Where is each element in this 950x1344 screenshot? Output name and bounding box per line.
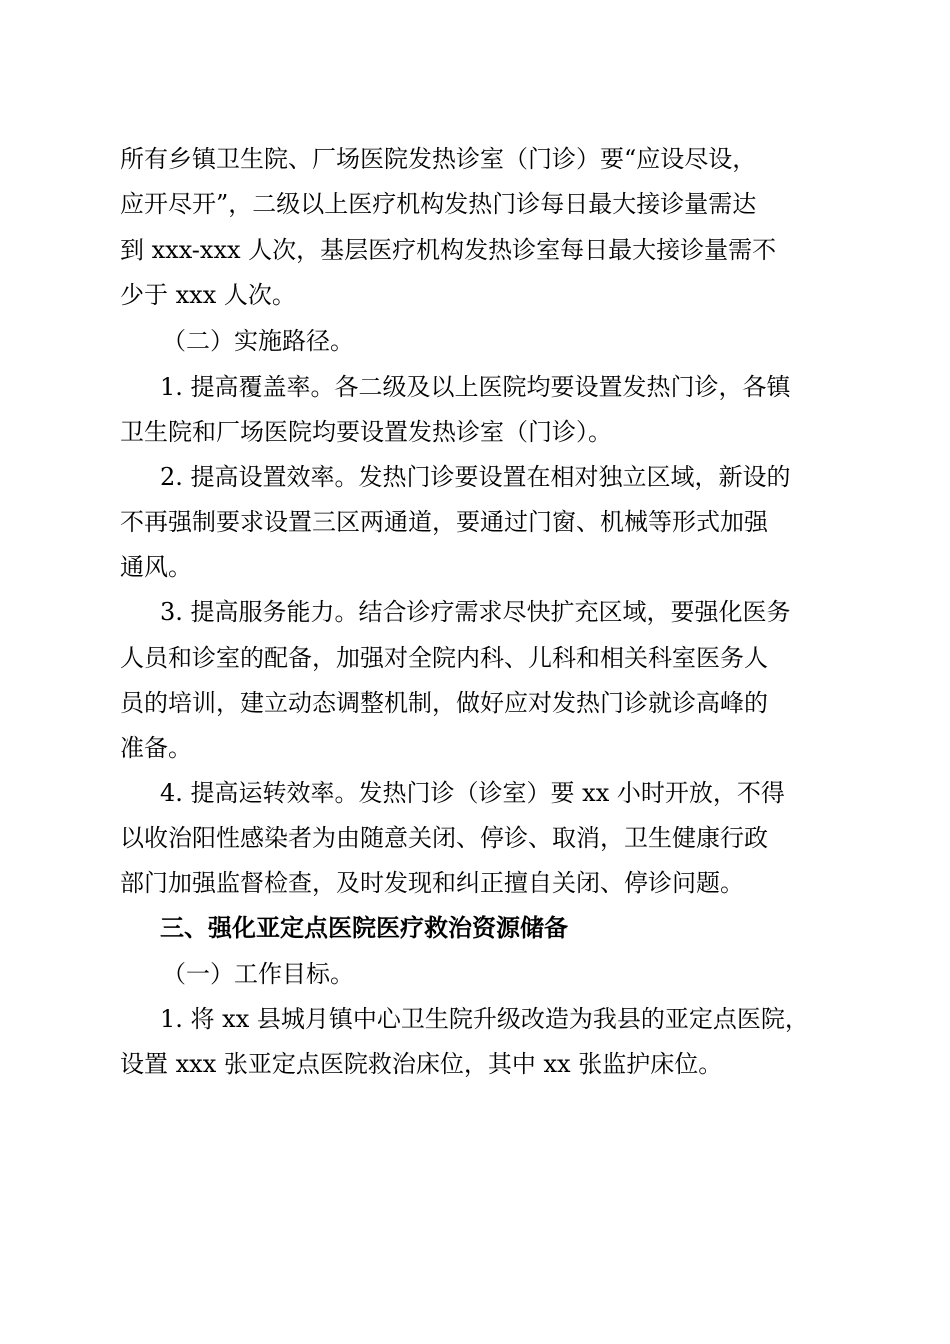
- paragraph-line: 4. 提高运转效率。发热门诊（诊室）要 xx 小时开放，不得: [160, 779, 785, 807]
- paragraph-line: 员的培训，建立动态调整机制，做好应对发热门诊就诊高峰的: [120, 689, 768, 717]
- paragraph-line: 2. 提高设置效率。发热门诊要设置在相对独立区域，新设的: [160, 463, 791, 491]
- section-subheading: （一）工作目标。: [162, 960, 354, 988]
- paragraph-line: 人员和诊室的配备，加强对全院内科、儿科和相关科室医务人: [120, 644, 768, 672]
- section-subheading: （二）实施路径。: [162, 327, 354, 355]
- paragraph-line: 准备。: [120, 734, 192, 762]
- paragraph-line: 到 xxx-xxx 人次，基层医疗机构发热诊室每日最大接诊量需不: [120, 236, 777, 264]
- paragraph-line: 以收治阳性感染者为由随意关闭、停诊、取消，卫生健康行政: [120, 824, 768, 852]
- paragraph-line: 应开尽开”，二级以上医疗机构发热门诊每日最大接诊量需达: [120, 190, 757, 218]
- section-heading: 三、强化亚定点医院医疗救治资源储备: [160, 914, 568, 942]
- paragraph-line: 设置 xxx 张亚定点医院救治床位，其中 xx 张监护床位。: [120, 1050, 723, 1078]
- paragraph-line: 3. 提高服务能力。结合诊疗需求尽快扩充区域，要强化医务: [160, 598, 791, 626]
- paragraph-line: 1. 将 xx 县城月镇中心卫生院升级改造为我县的亚定点医院，: [160, 1005, 809, 1033]
- paragraph-line: 部门加强监督检查，及时发现和纠正擅自关闭、停诊问题。: [120, 869, 744, 897]
- paragraph-line: 不再强制要求设置三区两通道，要通过门窗、机械等形式加强: [120, 508, 768, 536]
- paragraph-line: 卫生院和厂场医院均要设置发热诊室（门诊）。: [120, 418, 612, 446]
- paragraph-line: 所有乡镇卫生院、厂场医院发热诊室（门诊）要“应设尽设，: [120, 145, 757, 173]
- paragraph-line: 通风。: [120, 553, 192, 581]
- paragraph-line: 1. 提高覆盖率。各二级及以上医院均要设置发热门诊，各镇: [160, 373, 791, 401]
- paragraph-line: 少于 xxx 人次。: [120, 281, 296, 309]
